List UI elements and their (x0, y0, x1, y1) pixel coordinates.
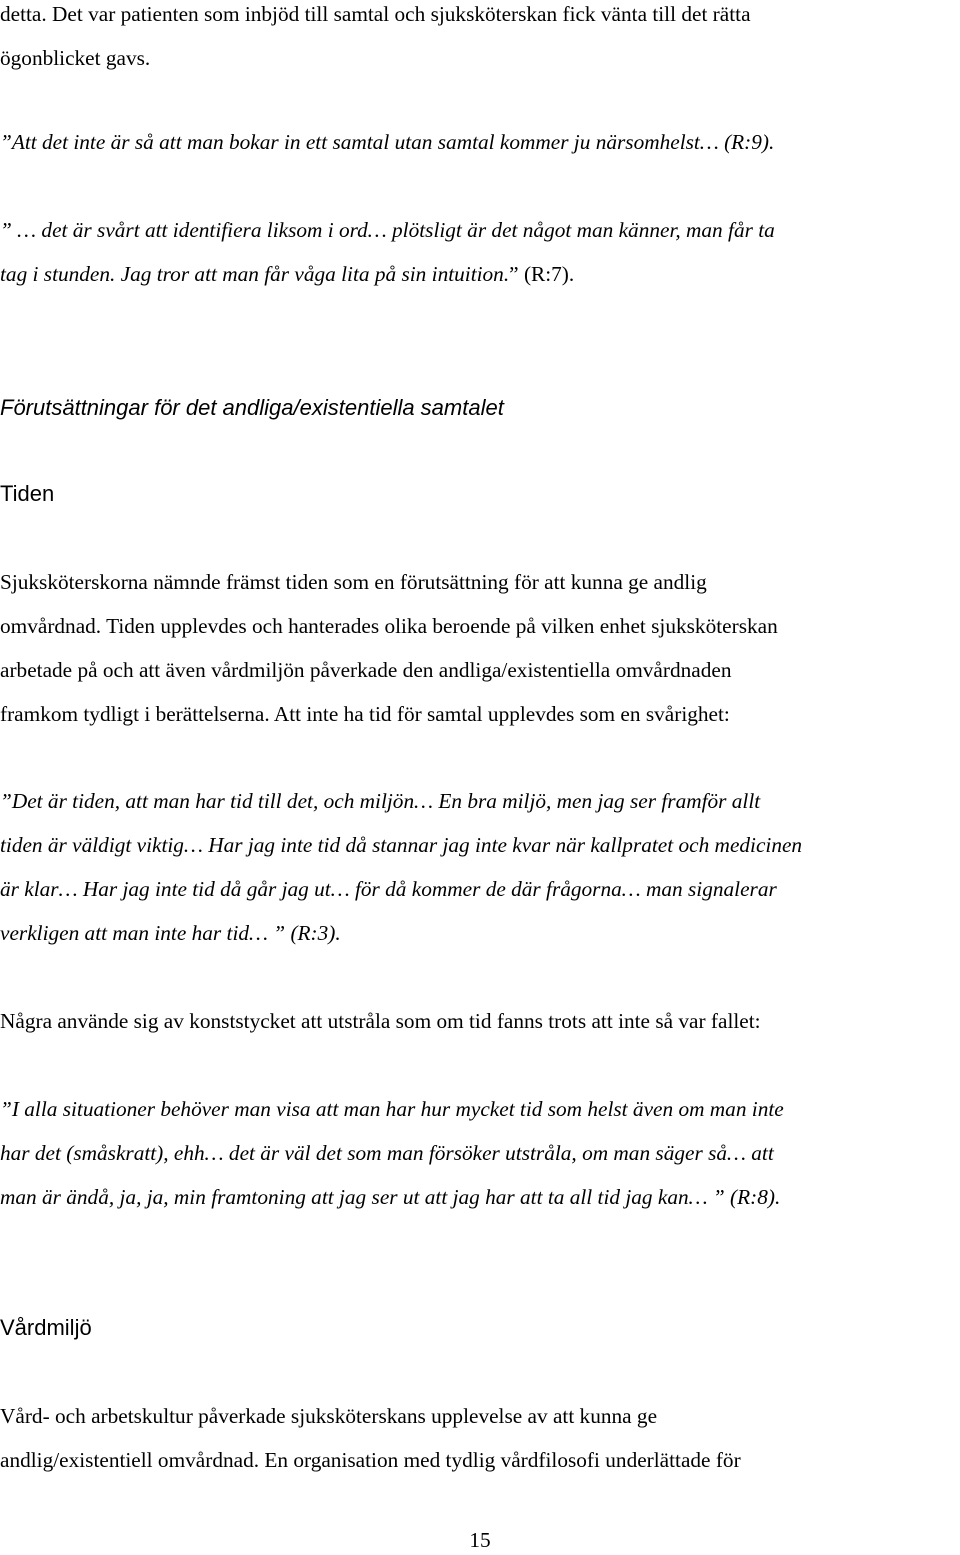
quote-r9-line: ”Att det inte är så att man bokar in ett samtal utan samtal kommer ju närsomhelst… (R:9). (0, 130, 775, 154)
quote-r8 (0, 1087, 960, 1219)
paragraph-konststycket (0, 999, 960, 1043)
quote-r3-line-4: verkligen att man inte har tid… ” (R:3). (0, 921, 341, 945)
paragraph-konststycket-line: Några använde sig av konststycket att utstråla som om tid fanns trots att inte så var fallet: (0, 1009, 761, 1033)
paragraph-tiden-line-3: arbetade på och att även vårdmiljön påverkade den andliga/existentiella omvårdnaden (0, 658, 732, 682)
quote-r3-line-1: ”Det är tiden, att man har tid till det, och miljön… En bra miljö, men jag ser framför allt (0, 789, 761, 813)
paragraph-tiden (0, 560, 960, 736)
paragraph-tiden-line-4: framkom tydligt i berättelserna. Att inte ha tid för samtal upplevdes som en svårighet: (0, 702, 730, 726)
paragraph-vardmiljo (0, 1394, 960, 1482)
quote-r7-reference: ” (R:7). (509, 262, 575, 286)
quote-r9 (0, 120, 960, 164)
subheading-vardmiljo: Vårdmiljö (0, 1315, 92, 1340)
quote-r7-line-2: tag i stunden. Jag tror att man får våga lita på sin intuition. (0, 262, 510, 286)
paragraph-tiden-line-2: omvårdnad. Tiden upplevdes och hanterades olika beroende på vilken enhet sjuksköterskan (0, 614, 778, 638)
quote-r8-line-2: har det (småskratt), ehh… det är väl det som man försöker utstråla, om man säger så… att (0, 1141, 774, 1165)
quote-r7-line-1: ” … det är svårt att identifiera liksom i ord… plötsligt är det något man känner, man får ta (0, 218, 775, 242)
paragraph-vardmiljo-line-1: Vård- och arbetskultur påverkade sjuksköterskans upplevelse av att kunna ge (0, 1404, 658, 1428)
section-heading: Förutsättningar för det andliga/existentiella samtalet (0, 395, 504, 420)
intro-paragraph (0, 0, 960, 80)
quote-r8-line-1: ”I alla situationer behöver man visa att man har hur mycket tid som helst även om man inte (0, 1097, 784, 1121)
paragraph-tiden-line-1: Sjuksköterskorna nämnde främst tiden som en förutsättning för att kunna ge andlig (0, 570, 707, 594)
page-number: 15 (469, 1528, 491, 1552)
quote-r3-line-3: är klar… Har jag inte tid då går jag ut… för då kommer de där frågorna… man signalerar (0, 877, 777, 901)
quote-r3 (0, 779, 960, 955)
quote-r8-line-3: man är ändå, ja, ja, min framtoning att jag ser ut att jag har att ta all tid jag kan… ” (R:8). (0, 1185, 781, 1209)
subheading-tiden: Tiden (0, 481, 55, 506)
intro-line-2: ögonblicket gavs. (0, 46, 151, 70)
quote-r7 (0, 208, 960, 296)
quote-r3-line-2: tiden är väldigt viktig… Har jag inte tid då stannar jag inte kvar när kallpratet och medicinen (0, 833, 803, 857)
intro-line-1: detta. Det var patienten som inbjöd till samtal och sjuksköterskan fick vänta till det rätta (0, 2, 751, 26)
paragraph-vardmiljo-line-2: andlig/existentiell omvårdnad. En organisation med tydlig vårdfilosofi underlättade för (0, 1448, 741, 1472)
